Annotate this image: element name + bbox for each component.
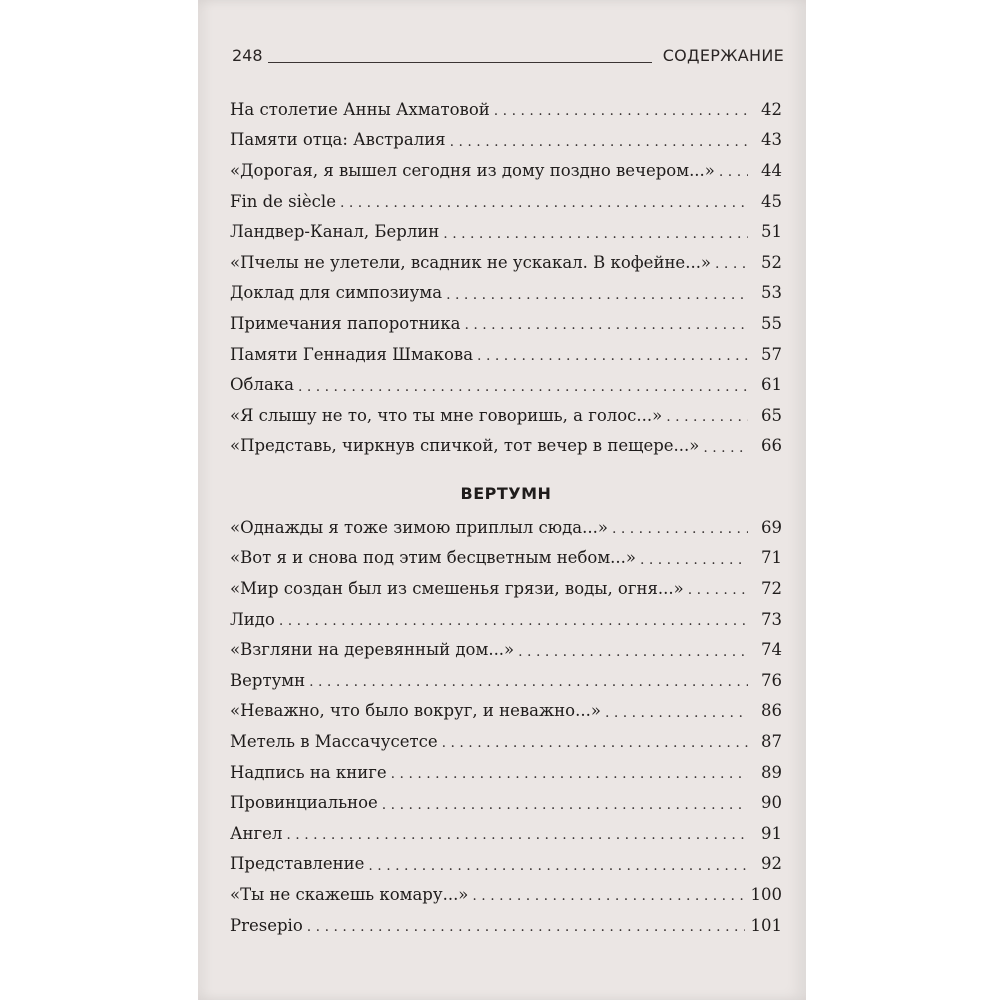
toc-entry-page-number: 45 (761, 191, 782, 211)
toc-entry-page-number: 51 (761, 222, 782, 242)
page-header (232, 44, 784, 70)
toc-entry-page-number: 52 (761, 252, 782, 272)
dot-leader (612, 520, 748, 538)
dot-leader (472, 887, 744, 905)
toc-entry (230, 665, 782, 696)
dot-leader (382, 796, 748, 814)
dot-leader (688, 581, 748, 599)
toc-entry-page-number: 71 (761, 548, 782, 568)
toc-entry-title: Памяти отца: Австралия (230, 130, 446, 150)
toc-entry-title: Доклад для симпозиума (230, 283, 443, 303)
toc-entry-page-number: 43 (761, 130, 782, 150)
toc-entry (230, 573, 782, 604)
toc-entry-title: «Неважно, что было вокруг, и неважно...» (230, 701, 601, 721)
toc-entry-title: Ландвер-Канал, Берлин (230, 222, 440, 242)
dot-leader (309, 673, 748, 691)
toc-entry (230, 186, 782, 217)
running-title: СОДЕРЖАНИЕ (662, 46, 784, 65)
toc-entry-page-number: 55 (761, 313, 782, 333)
toc-entry-title: «Взгляни на деревянный дом...» (230, 640, 515, 660)
dot-leader (391, 765, 748, 783)
toc-entry-title: «Представь, чиркнув спичкой, тот вечер в пещере...» (230, 436, 700, 456)
toc-entry (230, 634, 782, 665)
dot-leader (368, 857, 748, 875)
toc-entry-page-number: 91 (761, 823, 782, 843)
toc-entry-title: Fin de siècle (230, 191, 336, 211)
toc-entry (230, 308, 782, 339)
toc-entry (230, 155, 782, 186)
dot-leader (442, 734, 748, 752)
toc-entry (230, 247, 782, 278)
dot-leader (279, 612, 748, 630)
toc-entry-title: «Пчелы не улетели, всадник не ускакал. В кофейне...» (230, 252, 712, 272)
toc-entry-page-number: 90 (761, 793, 782, 813)
toc-entry (230, 431, 782, 462)
toc-entry-page-number: 61 (761, 375, 782, 395)
toc-entry-page-number: 53 (761, 283, 782, 303)
dot-leader (286, 826, 748, 844)
toc-entry-page-number: 44 (761, 160, 782, 180)
dot-leader (494, 102, 748, 120)
toc-entry-title: Памяти Геннадия Шмакова (230, 344, 474, 364)
section-heading: ВЕРТУМН (460, 484, 552, 503)
toc-list-previous-section (230, 94, 782, 461)
toc-entry (230, 818, 782, 849)
toc-entry-title: «Однажды я тоже зимою приплыл сюда...» (230, 517, 608, 537)
dot-leader (446, 286, 748, 304)
dot-leader (605, 704, 748, 722)
toc-entry (230, 400, 782, 431)
toc-entry-page-number: 69 (761, 517, 782, 537)
dot-leader (298, 378, 748, 396)
dot-leader (719, 163, 748, 181)
toc-entry (230, 339, 782, 370)
dot-leader (340, 194, 748, 212)
toc-entry-title: Ангел (230, 823, 283, 843)
toc-entry (230, 94, 782, 125)
toc-entry-title: «Вот я и снова под этим бесцветным небом...» (230, 548, 636, 568)
toc-entry-title: Примечания папоротника (230, 313, 461, 333)
dot-leader (640, 551, 748, 569)
toc-entry-title: Надпись на книге (230, 762, 387, 782)
toc-entry-page-number: 72 (761, 578, 782, 598)
dot-leader (443, 225, 748, 243)
dot-leader (307, 918, 745, 936)
toc-entry-page-number: 65 (761, 405, 782, 425)
dot-leader (703, 439, 748, 457)
toc-entry-title: «Дорогая, я вышел сегодня из дому поздно вечером...» (230, 160, 715, 180)
header-rule (268, 62, 652, 63)
toc-entry (230, 543, 782, 574)
toc-entry (230, 369, 782, 400)
toc-entry-page-number: 42 (761, 99, 782, 119)
toc-entry-title: Метель в Массачусетсе (230, 731, 438, 751)
toc-entry (230, 879, 782, 910)
toc-entry-page-number: 92 (761, 854, 782, 874)
toc-entry-title: Облака (230, 375, 294, 395)
toc-entry (230, 849, 782, 880)
toc-entry-page-number: 57 (761, 344, 782, 364)
toc-entry-title: Представление (230, 854, 365, 874)
toc-entry (230, 125, 782, 156)
toc-list-vertumn-section (230, 512, 782, 940)
toc-entry-page-number: 76 (761, 670, 782, 690)
toc-entry-page-number: 66 (761, 436, 782, 456)
toc-entry-page-number: 89 (761, 762, 782, 782)
toc-entry (230, 757, 782, 788)
toc-entry-title: Лидо (230, 609, 275, 629)
toc-entry-page-number: 87 (761, 731, 782, 751)
toc-entry-page-number: 100 (750, 884, 782, 904)
toc-entry (230, 278, 782, 309)
toc-entry (230, 726, 782, 757)
dot-leader (477, 347, 748, 365)
toc-entry-page-number: 73 (761, 609, 782, 629)
toc-entry-title: «Ты не скажешь комару...» (230, 884, 469, 904)
toc-entry (230, 512, 782, 543)
dot-leader (464, 316, 748, 334)
toc-entry (230, 910, 782, 941)
toc-entry (230, 787, 782, 818)
toc-entry-title: На столетие Анны Ахматовой (230, 99, 490, 119)
toc-entry-title: Presepio (230, 915, 303, 935)
toc-entry-title: «Мир создан был из смешенья грязи, воды, огня...» (230, 578, 684, 598)
book-page (198, 0, 806, 1000)
dot-leader (666, 408, 748, 426)
dot-leader (450, 133, 748, 151)
toc-entry-title: Провинциальное (230, 793, 378, 813)
page-number: 248 (232, 46, 263, 65)
toc-entry-page-number: 86 (761, 701, 782, 721)
toc-entry (230, 604, 782, 635)
dot-leader (715, 255, 748, 273)
toc-entry-page-number: 74 (761, 640, 782, 660)
toc-entry (230, 696, 782, 727)
toc-entry-page-number: 101 (750, 915, 782, 935)
toc-entry-title: Вертумн (230, 670, 306, 690)
toc-entry (230, 216, 782, 247)
dot-leader (518, 643, 748, 661)
toc-entry-title: «Я слышу не то, что ты мне говоришь, а голос...» (230, 405, 663, 425)
